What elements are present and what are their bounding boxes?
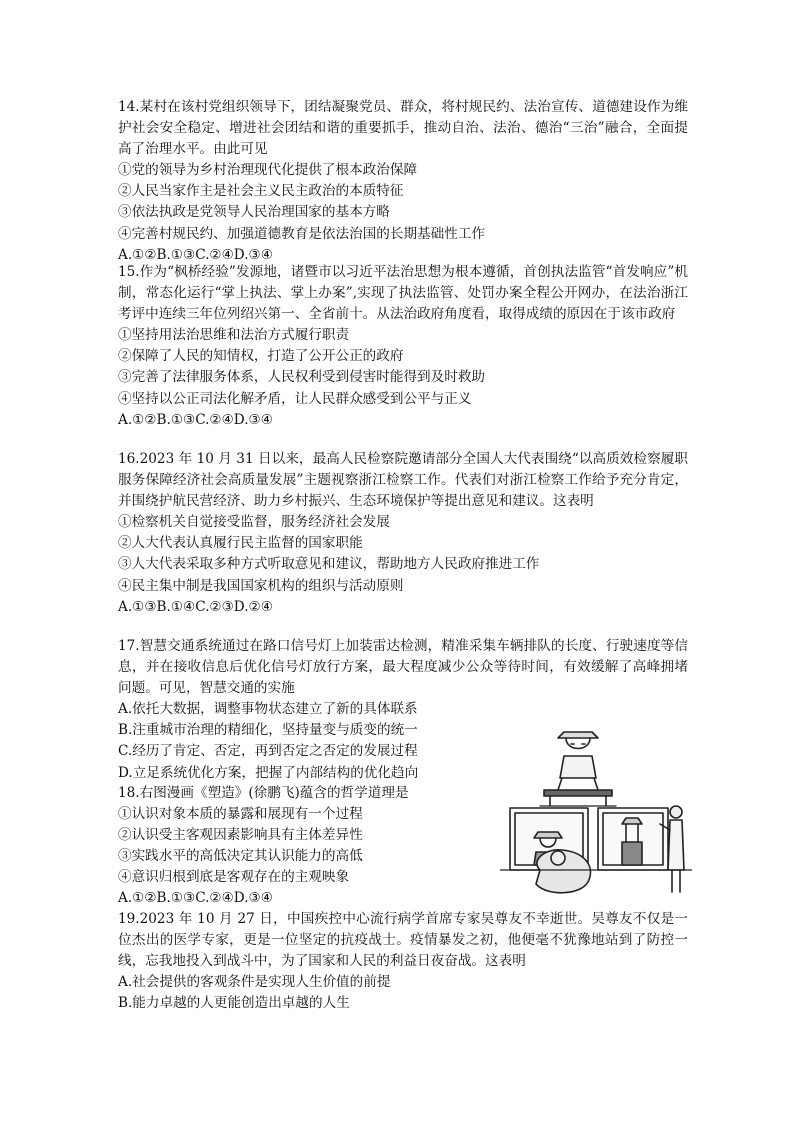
- option: ④民主集中制是我国国家机构的组织与活动原则: [118, 577, 404, 594]
- question-stem: 19.2023 年 10 月 27 日，中国疾控中心流行病学首席专家吴尊友不幸逝世。吴尊友不仅是一位杰出的医学专家，更是一位坚定的抗疫战士。疫情暴发之初，他便毫不犹豫地站到了防控一线，忘我地投入到战斗中，为了国家和人民的利益日夜奋战。这表明: [118, 911, 688, 970]
- option: ③完善了法律服务体系，人民权利受到侵害时能得到及时救助: [118, 369, 486, 386]
- answer-choices: A.①②B.①③C.②④D.③④: [118, 890, 273, 907]
- question-14: [118, 97, 688, 266]
- option: ②保障了人民的知情权，打造了公开公正的政府: [118, 348, 404, 365]
- option: ④意识归根到底是客观存在的主观映象: [118, 869, 350, 886]
- question-stem: 16.2023 年 10 月 31 日以来，最高人民检察院邀请部分全国人大代表围绕“以高质效检察履职服务保障经济社会高质量发展”主题视察浙江检察工作。代表们对浙江检察工作给予充分肯定，并围绕护航民营经济、助力乡村振兴、生态环境保护等提出意见和建议。这表明: [118, 451, 688, 510]
- option: B.能力卓越的人更能创造出卓越的人生: [118, 995, 350, 1012]
- question-stem: 15.作为“枫桥经验”发源地，诸暨市以习近平法治思想为根本遵循，首创执法监管“首发响应”机制，常态化运行“掌上执法、掌上办案”,实现了执法监管、处罚办案全程公开网办，在法治浙江考评中连续三年位列绍兴第一、全省前十。从法治政府角度看，取得成绩的原因在于该市政府: [118, 264, 688, 323]
- option: ②人大代表认真履行民主监督的国家职能: [118, 535, 363, 552]
- question-stem: 18.右图漫画《塑造》(徐鹏飞)蕴含的哲学道理是: [118, 785, 409, 801]
- cartoon-illustration: [500, 720, 692, 898]
- question-19: [118, 909, 688, 1014]
- question-stem: 14.某村在该村党组织领导下，团结凝聚党员、群众，将村规民约、法治宣传、道德建设作为维护社会安全稳定、增进社会团结和谐的重要抓手，推动自治、法治、德治“三治”融合，全面提高了治理水平。由此可见: [118, 99, 688, 158]
- answer-choices: A.①③B.①④C.②③D.②④: [118, 598, 273, 615]
- option: A.依托大数据，调整事物状态建立了新的具体联系: [118, 701, 418, 718]
- option: C.经历了肯定、否定，再到否定之否定的发展过程: [118, 743, 418, 760]
- question-15: [118, 262, 688, 431]
- answer-choices: A.①②B.①③C.②④D.③④: [118, 246, 273, 263]
- option: ③依法执政是党领导人民治理国家的基本方略: [118, 204, 390, 221]
- option: ②认识受主客观因素影响具有主体差异性: [118, 827, 363, 844]
- option: ③人大代表采取多种方式听取意见和建议，帮助地方人民政府推进工作: [118, 556, 540, 573]
- question-18: [118, 783, 498, 910]
- option: ③实践水平的高低决定其认识能力的高低: [118, 848, 363, 865]
- option: ④坚持以公正司法化解矛盾，让人民群众感受到公平与正义: [118, 390, 472, 407]
- option: ②人民当家作主是社会主义民主政治的本质特征: [118, 183, 404, 200]
- option: ①认识对象本质的暴露和展现有一个过程: [118, 806, 363, 823]
- option: ①坚持用法治思维和法治方式履行职责: [118, 327, 350, 344]
- option: D.立足系统优化方案，把握了内部结构的优化趋向: [118, 764, 419, 781]
- option: ①党的领导为乡村治理现代化提供了根本政治保障: [118, 162, 418, 179]
- option: A.社会提供的客观条件是实现人生价值的前提: [118, 974, 391, 991]
- question-stem: 17.智慧交通系统通过在路口信号灯上加装雷达检测，精准采集车辆排队的长度、行驶速度等信息，并在接收信息后优化信号灯放行方案，最大程度减少公众等待时间，有效缓解了高峰拥堵问题。可见，智慧交通的实施: [118, 638, 688, 697]
- option: ④完善村规民约、加强道德教育是依法治国的长期基础性工作: [118, 225, 486, 242]
- option: ①检察机关自觉接受监督，服务经济社会发展: [118, 514, 390, 531]
- answer-choices: A.①②B.①③C.②④D.③④: [118, 411, 273, 428]
- question-16: [118, 449, 688, 618]
- right-frame: [598, 808, 668, 870]
- seated-figure: [540, 732, 616, 806]
- option: B.注重城市治理的精细化，坚持量变与质变的统一: [118, 722, 418, 739]
